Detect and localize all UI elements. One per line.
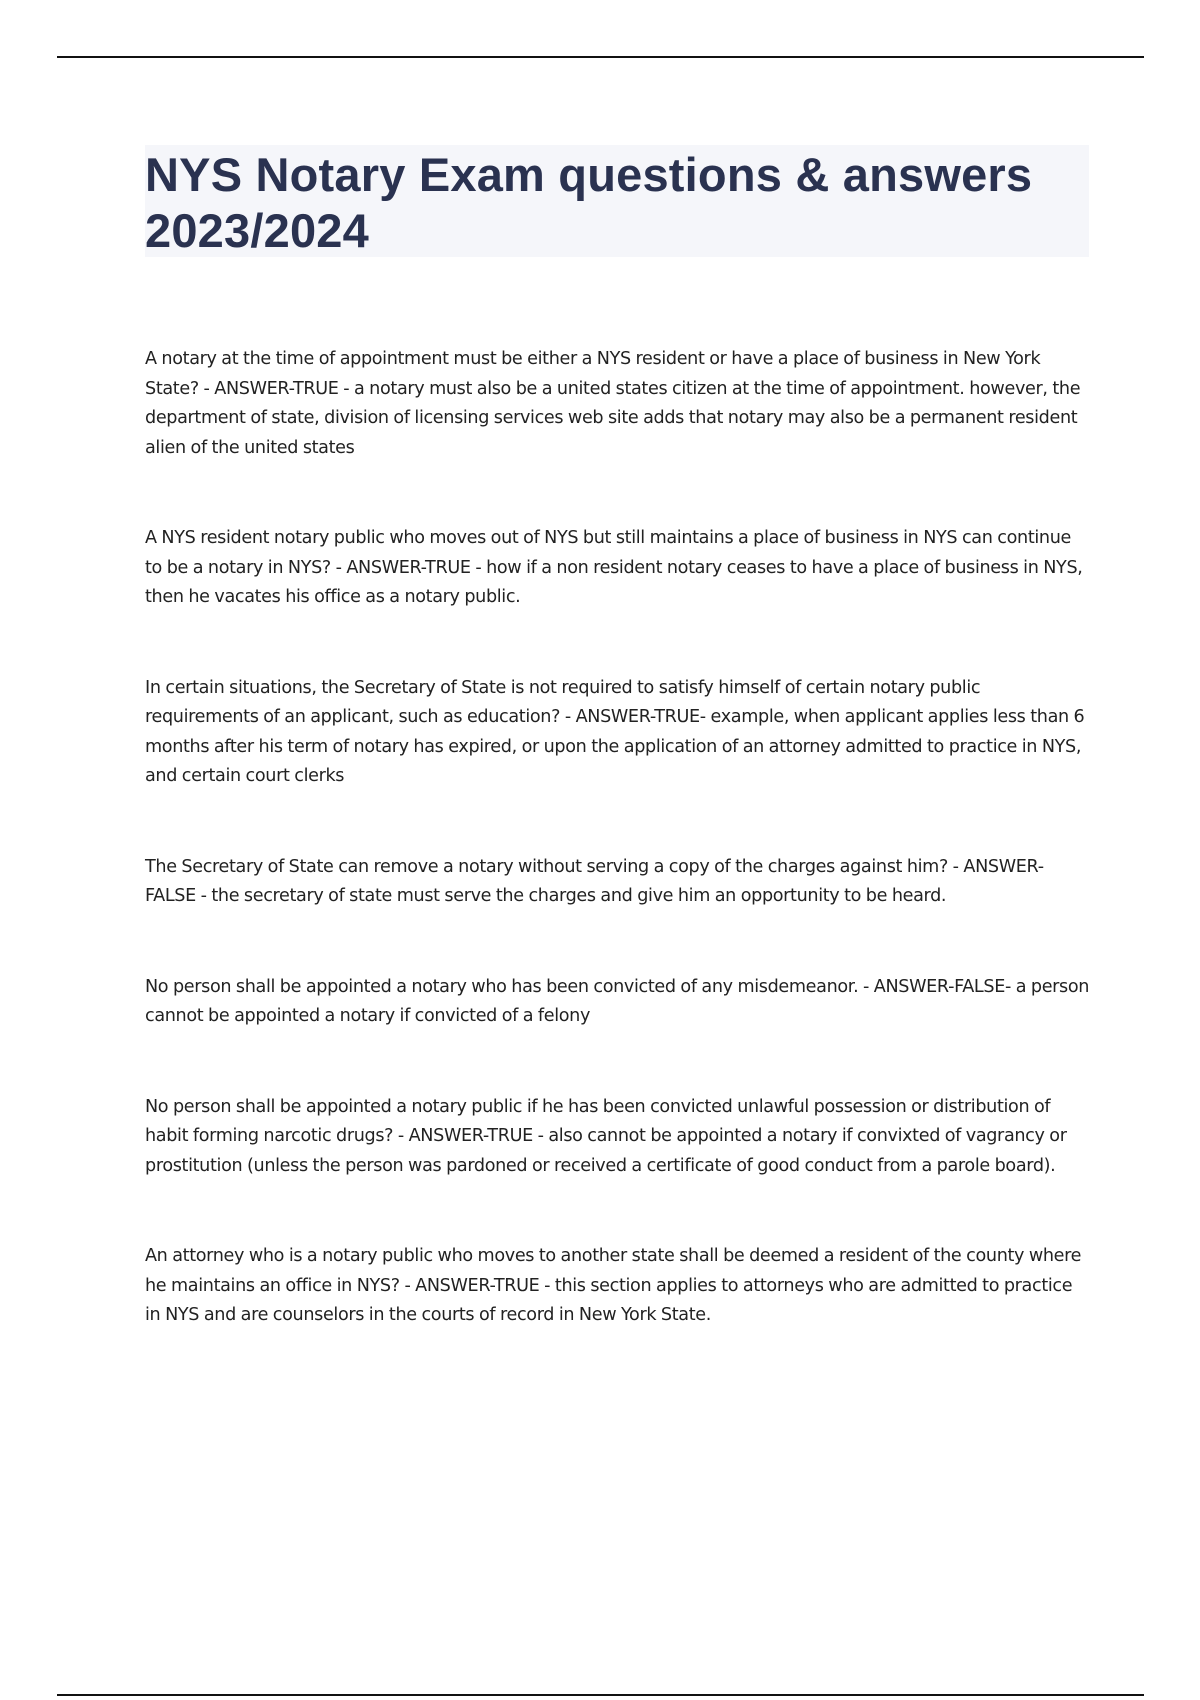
bottom-divider <box>57 1694 1144 1696</box>
qa-list <box>145 345 1090 1331</box>
document-title: NYS Notary Exam questions & answers 2023/2024 <box>145 148 1033 257</box>
qa-item: No person shall be appointed a notary who has been convicted of any misdemeanor. - ANSWER-FALSE- a person cannot be appointed a notary if convicted of a felony <box>145 976 1090 1026</box>
qa-item: An attorney who is a notary public who moves to another state shall be deemed a resident of the county where he maintains an office in NYS? - ANSWER-TRUE - this section applies to attorneys who are admitted to practice in NYS and are counselors in the courts of record in New York State. <box>145 1246 1082 1325</box>
qa-item: A NYS resident notary public who moves out of NYS but still maintains a place of business in NYS can continue to be a notary in NYS? - ANSWER-TRUE - how if a non resident notary ceases to have a place of business in NYS, then he vacates his office as a notary public. <box>145 528 1083 607</box>
qa-item: In certain situations, the Secretary of State is not required to satisfy himself of certain notary public requirements of an applicant, such as education? - ANSWER-TRUE- example, when applicant applies less than 6 months after his term of notary has expired, or upon the application of an attorney admitted to practice in NYS, and certain court clerks <box>145 677 1085 786</box>
title-block <box>145 145 1089 257</box>
qa-item: No person shall be appointed a notary public if he has been convicted unlawful possession or distribution of habit forming narcotic drugs? - ANSWER-TRUE - also cannot be appointed a notary if convixted of vagrancy or prostitution (unless the person was pardoned or received a certificate of good conduct from a parole board). <box>145 1096 1067 1176</box>
qa-item: The Secretary of State can remove a notary without serving a copy of the charges against him? - ANSWER-FALSE - the secretary of state must serve the charges and give him an opportunity to be heard. <box>145 856 1044 906</box>
qa-item: A notary at the time of appointment must be either a NYS resident or have a place of business in New York State? - ANSWER-TRUE - a notary must also be a united states citizen at the time of appointment. however, the department of state, division of licensing services web site adds that notary may also be a permanent resident alien of the united states <box>145 349 1081 458</box>
top-divider <box>57 56 1144 58</box>
